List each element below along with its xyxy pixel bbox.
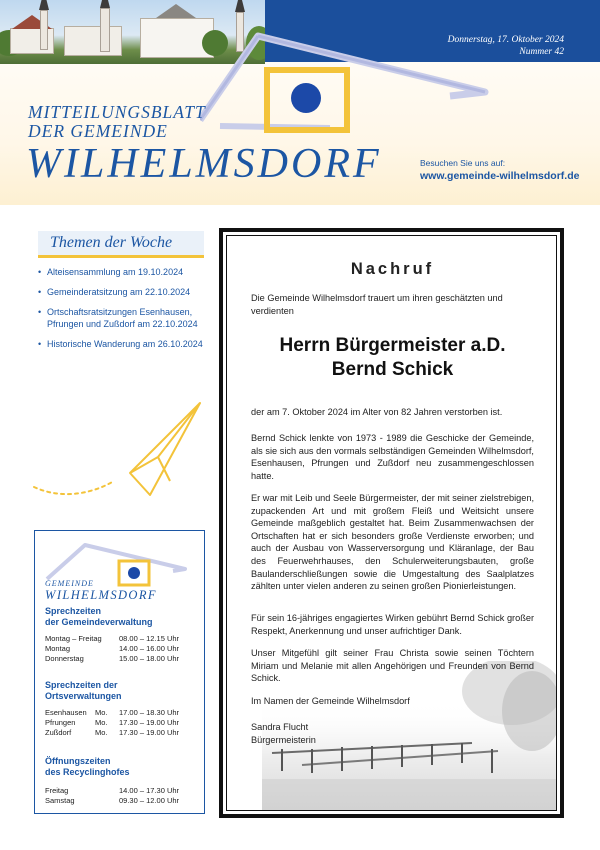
masthead-title: WILHELMSDORF — [26, 141, 382, 187]
hours-time: 14.00 – 17.30 Uhr — [119, 786, 180, 795]
box-logo-gemeinde: GEMEINDE — [45, 579, 94, 588]
hours-table — [45, 786, 197, 806]
section-heading-line2: Ortsverwaltungen — [45, 691, 122, 701]
hours-table — [45, 634, 197, 664]
obituary-paragraph: Für sein 16-jähriges engagiertes Wirken gebührt Bernd Schick großer Respekt, Anerkennung und unser aufrichtiger Dank. — [251, 613, 534, 636]
hours-time: 14.00 – 16.00 Uhr — [119, 644, 180, 653]
obituary-title: Nachruf — [350, 260, 435, 278]
hours-day: Samstag — [45, 796, 75, 805]
obituary-name-line2: Bernd Schick — [331, 359, 454, 380]
section-heading-line2: der Gemeindeverwaltung — [45, 617, 153, 627]
paper-plane-icon — [30, 395, 210, 505]
hours-day: Donnerstag — [45, 654, 84, 663]
hours-row — [45, 796, 197, 806]
hours-day: Freitag — [45, 786, 69, 795]
section-heading-line1: Sprechzeiten — [45, 606, 102, 616]
box-logo-name: WILHELMSDORF — [45, 588, 157, 602]
obituary — [226, 235, 557, 811]
topic-item: • Historische Wanderung am 26.10.2024 — [38, 338, 214, 350]
hours-row — [45, 708, 197, 718]
hours-day: Mo. — [95, 718, 108, 727]
topic-item: • Gemeinderatsitzung am 22.10.2024 — [38, 286, 214, 298]
signature-title: Bürgermeisterin — [251, 734, 316, 745]
obituary-name — [227, 334, 557, 382]
hours-time: 17.30 – 19.00 Uhr — [119, 728, 180, 737]
signature-name: Sandra Flucht — [251, 722, 309, 732]
hours-table — [45, 708, 197, 738]
masthead-subtitle — [28, 103, 206, 141]
issue-date-text: Donnerstag, 17. Oktober 2024 — [447, 35, 564, 45]
hours-row — [45, 634, 197, 644]
obituary-paragraph: Unser Mitgefühl gilt seiner Frau Christa sowie seinen Töchtern Miriam und Melanie mit allen Angehörigen und Freunden von Bernd Schick. — [251, 648, 534, 684]
masthead-subtitle-line2: DER GEMEINDE — [28, 121, 168, 141]
obituary-paragraph: Im Namen der Gemeinde Wilhelmsdorf — [251, 696, 410, 706]
municipal-logo — [200, 30, 500, 150]
obituary-signature — [251, 721, 534, 746]
hours-day: Montag – Freitag — [45, 634, 102, 643]
hours-time: 09.30 – 12.00 Uhr — [119, 796, 180, 805]
topics-title: Themen der Woche — [50, 234, 173, 251]
hours-day: Mo. — [95, 708, 108, 717]
section-heading-line2: des Recyclinghofes — [45, 767, 130, 777]
hours-day: Mo. — [95, 728, 108, 737]
section-heading — [45, 606, 153, 628]
hours-row — [45, 718, 197, 728]
hours-place: Esenhausen — [45, 708, 87, 717]
obituary-paragraph: der am 7. Oktober 2024 im Alter von 82 Jahren verstorben ist. — [251, 407, 503, 417]
hours-time: 17.30 – 19.00 Uhr — [119, 718, 180, 727]
office-hours-box — [34, 530, 205, 814]
hours-time: 15.00 – 18.00 Uhr — [119, 654, 180, 663]
section-heading-line1: Öffnungszeiten — [45, 756, 111, 766]
website-link[interactable]: www.gemeinde-wilhelmsdorf.de — [420, 170, 580, 182]
section-heading-line1: Sprechzeiten der — [45, 680, 118, 690]
hours-time: 08.00 – 12.15 Uhr — [119, 634, 180, 643]
obituary-name-line1: Herrn Bürgermeister a.D. — [279, 335, 506, 356]
topics-list — [38, 266, 214, 358]
topic-item: • Alteisensammlung am 19.10.2024 — [38, 266, 214, 278]
hours-place: Pfrungen — [45, 718, 76, 727]
obituary-intro: Die Gemeinde Wilhelmsdorf trauert um ihren geschätzten und verdienten — [251, 293, 503, 316]
hours-row — [45, 644, 197, 654]
masthead-subtitle-line1: MITTEILUNGSBLATT — [28, 102, 206, 122]
obituary-paragraph: Bernd Schick lenkte von 1973 - 1989 die Geschicke der Gemeinde, als sie sich aus den vormals selbständigen Gemeinden Wilhelmsdorf, Esenhausen, Pfrungen und Zußdorf neu zusammengeschlossen hatte. — [251, 433, 534, 481]
visit-label: Besuchen Sie uns auf: — [420, 158, 506, 168]
issue-number: Nummer 42 — [519, 47, 564, 57]
obituary-paragraph: Er war mit Leib und Seele Bürgermeister, der mit seiner zielstrebigen, zupackenden Art und mit großem Fleiß und Weitsicht unsere Gemeinde maßgeblich gestaltet hat. Beim Zusammenwachsen der Ortschaften hat er sich besonders große Verdienste erworben; und auch der Ausbau von Wasserversorgung und Kläranlage, der Bau des Feuerwehrhauses, den Schulerweiterungsbauten, große Baulanderschließungen sowie die Umgestaltung des Saalplatzes zählten unter vielen anderen zu seinen großen Pionierleistungen. — [251, 493, 534, 592]
section-heading — [45, 756, 130, 778]
hours-time: 17.00 – 18.30 Uhr — [119, 708, 180, 717]
hours-day: Montag — [45, 644, 71, 653]
masthead — [0, 0, 600, 205]
section-heading — [45, 680, 122, 702]
hours-place: Zußdorf — [45, 728, 72, 737]
hours-row — [45, 786, 197, 796]
hours-row — [45, 728, 197, 738]
hours-row — [45, 654, 197, 664]
topic-item: • Ortschaftsratsitzungen Esenhausen, Pfrungen und Zußdorf am 22.10.2024 — [38, 306, 214, 330]
